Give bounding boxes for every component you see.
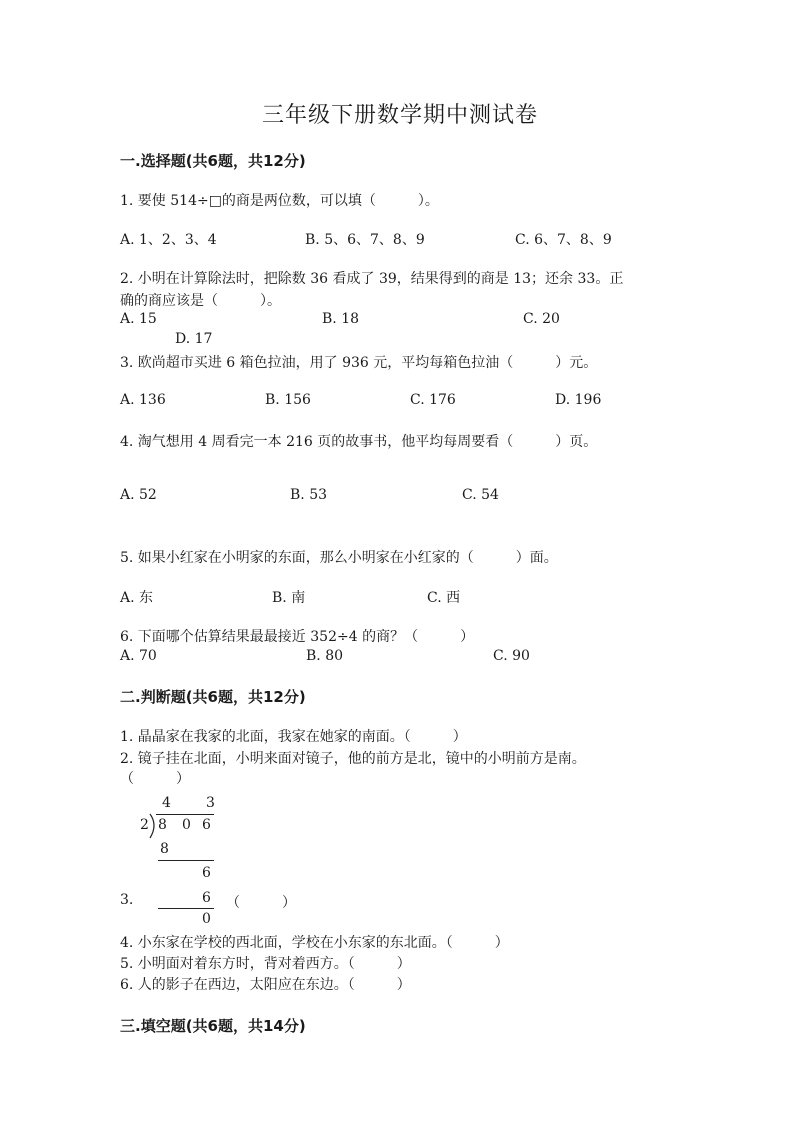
section-heading-judgment: 二.判断题(共6题，共12分) <box>120 688 306 706</box>
question-4: 4. 淘气想用 4 周看完一本 216 页的故事书，他平均每周要看（ ）页。 <box>120 434 598 450</box>
dividend-digit: 8 <box>158 817 167 833</box>
judgment-2-paren: （ ） <box>120 771 190 787</box>
q2-option-c: C. 20 <box>523 311 560 327</box>
judgment-3-paren: （ ） <box>226 895 296 911</box>
section-heading-fill-blank: 三.填空题(共6题，共14分) <box>120 1017 306 1035</box>
quotient-digit: 3 <box>206 795 215 811</box>
question-2-line2: 确的商应该是（ ）。 <box>120 293 281 309</box>
quotient-digit: 4 <box>162 795 171 811</box>
judgment-2: 2. 镜子挂在北面，小明来面对镜子，他的前方是北，镜中的小明前方是南。 <box>120 751 586 767</box>
division-line <box>158 860 214 861</box>
long-division-figure <box>140 795 230 930</box>
q3-option-d: D. 196 <box>555 392 602 408</box>
q3-option-c: C. 176 <box>410 392 456 408</box>
division-bar <box>156 814 214 815</box>
question-1: 1. 要使 514÷□的商是两位数，可以填（ ）。 <box>120 193 439 209</box>
division-step: 8 <box>160 841 169 857</box>
q4-option-c: C. 54 <box>462 487 499 503</box>
q6-option-a: A. 70 <box>120 648 157 664</box>
divisor: 2 <box>140 817 149 833</box>
q2-option-d: D. 17 <box>175 331 213 347</box>
question-3: 3. 欧尚超市买进 6 箱色拉油，用了 936 元，平均每箱色拉油（ ）元。 <box>120 355 598 371</box>
q5-option-b: B. 南 <box>272 590 306 606</box>
judgment-4: 4. 小东家在学校的西北面，学校在小东家的东北面。（ ） <box>120 935 509 951</box>
judgment-6: 6. 人的影子在西边，太阳应在东边。（ ） <box>120 977 411 993</box>
q4-option-b: B. 53 <box>290 487 328 503</box>
judgment-3-number: 3. <box>120 892 134 908</box>
division-remainder: 0 <box>202 911 211 927</box>
q5-option-c: C. 西 <box>427 590 461 606</box>
division-step: 6 <box>202 865 211 881</box>
dividend-digit: 0 <box>182 817 191 833</box>
dividend-digit: 6 <box>202 817 211 833</box>
question-2-line1: 2. 小明在计算除法时，把除数 36 看成了 39，结果得到的商是 13；还余 33。正 <box>120 271 624 287</box>
judgment-1: 1. 晶晶家在我家的北面，我家在她家的南面。（ ） <box>120 729 467 745</box>
question-5: 5. 如果小红家在小明家的东面，那么小明家在小红家的（ ）面。 <box>120 550 558 566</box>
q6-option-b: B. 80 <box>306 648 344 664</box>
division-line <box>158 908 214 909</box>
division-step: 6 <box>202 890 211 906</box>
q2-option-a: A. 15 <box>120 311 157 327</box>
page-title: 三年级下册数学期中测试卷 <box>261 103 538 128</box>
q1-option-a: A. 1、2、3、4 <box>120 232 217 248</box>
section-heading-choice: 一.选择题(共6题，共12分) <box>120 152 306 170</box>
judgment-5: 5. 小明面对着东方时，背对着西方。（ ） <box>120 956 411 972</box>
q1-option-b: B. 5、6、7、8、9 <box>305 232 425 248</box>
q6-option-c: C. 90 <box>493 648 530 664</box>
q5-option-a: A. 东 <box>120 590 154 606</box>
division-bracket <box>148 813 158 839</box>
question-6: 6. 下面哪个估算结果最最接近 352÷4 的商？（ ） <box>120 629 475 645</box>
q2-option-b: B. 18 <box>322 311 360 327</box>
q1-option-c: C. 6、7、8、9 <box>515 232 612 248</box>
q3-option-b: B. 156 <box>265 392 311 408</box>
q3-option-a: A. 136 <box>120 392 166 408</box>
q4-option-a: A. 52 <box>120 487 157 503</box>
